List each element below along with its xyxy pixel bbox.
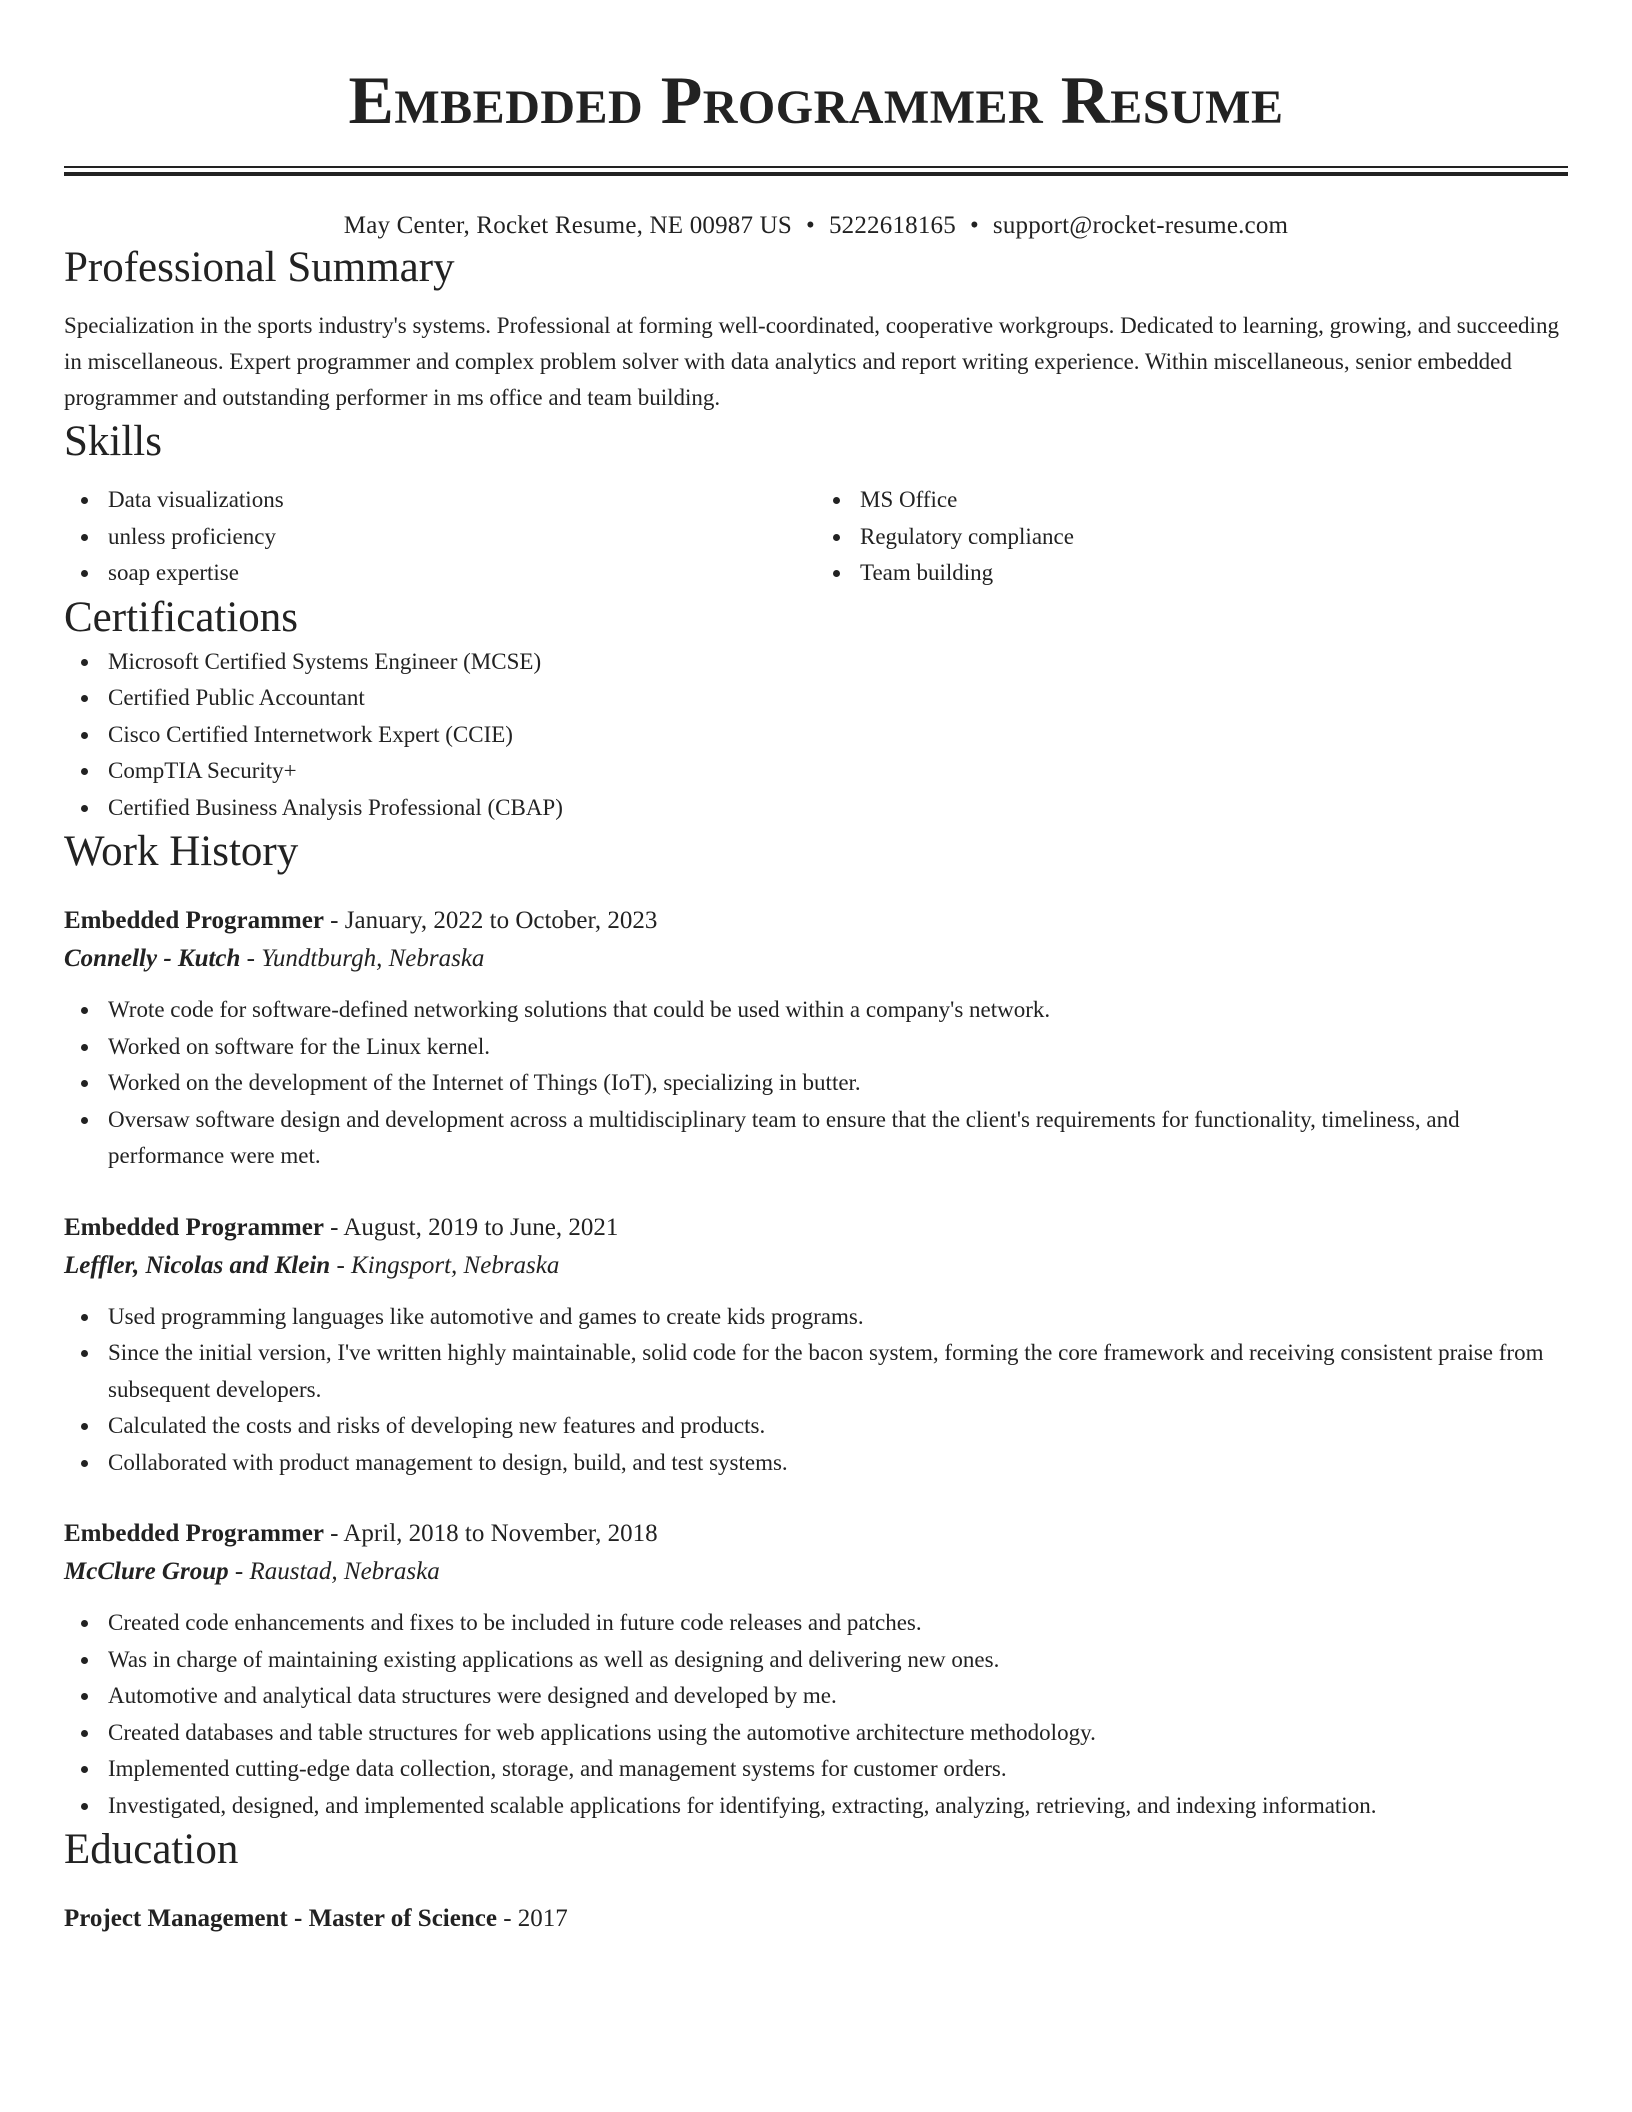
certifications-list <box>64 644 1568 827</box>
certification-item: Microsoft Certified Systems Engineer (MCSE) <box>108 644 1568 681</box>
job-duty: Wrote code for software-defined networking solutions that could be used within a company's network. <box>108 992 1568 1029</box>
summary-heading: Professional Summary <box>64 244 455 291</box>
skill-item: soap expertise <box>108 555 816 592</box>
job-dates: April, 2018 to November, 2018 <box>343 1520 658 1547</box>
job-location: Raustad, Nebraska <box>249 1558 440 1585</box>
job-duty: Oversaw software design and development across a multidisciplinary team to ensure that the client's requirements for functionality, timeliness, and performance were met. <box>108 1102 1568 1175</box>
job-duty: Created code enhancements and fixes to be included in future code releases and patches. <box>108 1605 1568 1642</box>
job-location: Yundtburgh, Nebraska <box>261 945 485 972</box>
job-duty: Implemented cutting-edge data collection, storage, and management systems for customer orders. <box>108 1751 1568 1788</box>
job-company: Leffler, Nicolas and Klein <box>64 1251 331 1279</box>
education-heading: Education <box>64 1826 239 1873</box>
job-duties <box>64 992 1568 1175</box>
job-location: Kingsport, Nebraska <box>351 1251 560 1279</box>
work-history-heading: Work History <box>64 828 299 875</box>
resume-title: Embedded Programmer Resume <box>348 62 1284 138</box>
education-entry: Project Management - Master of Science - 2017 <box>64 1905 568 1932</box>
skills-heading: Skills <box>64 418 162 465</box>
contact-address: May Center, Rocket Resume, NE 00987 US <box>343 212 792 239</box>
title-divider <box>64 166 1568 176</box>
skill-item: Data visualizations <box>108 482 816 519</box>
contact-separator: • <box>806 212 815 239</box>
job-dates: August, 2019 to June, 2021 <box>343 1213 619 1241</box>
job-company: McClure Group <box>64 1558 229 1585</box>
education-year: 2017 <box>517 1905 568 1932</box>
job-dates: January, 2022 to October, 2023 <box>344 907 658 934</box>
certification-item: CompTIA Security+ <box>108 753 1568 790</box>
skill-item: Team building <box>860 555 1568 592</box>
job-role: Embedded Programmer <box>64 907 324 934</box>
job-duties <box>64 1299 1568 1482</box>
job-duty: Collaborated with product management to design, build, and test systems. <box>108 1445 1568 1482</box>
skill-item: unless proficiency <box>108 519 816 556</box>
job-entry <box>64 1515 1568 1824</box>
contact-line <box>64 210 1568 242</box>
summary-text: Specialization in the sports industry's systems. Professional at forming well-coordinated, cooperative workgroups. Dedicated to learning, growing, and succeeding in miscellaneous. Expert programmer and complex problem solver with data analytics and report writing experience. Within miscellaneous, senior embedded programmer and outstanding performer in ms office and team building. <box>64 313 1559 410</box>
job-entry <box>64 1209 1568 1482</box>
contact-separator: • <box>969 212 979 239</box>
job-duty: Since the initial version, I've written highly maintainable, solid code for the bacon system, forming the core framework and receiving consistent praise from subsequent developers. <box>108 1335 1568 1408</box>
job-duty: Worked on software for the Linux kernel. <box>108 1029 1568 1066</box>
resume-page <box>64 0 1568 1938</box>
contact-email: support@rocket-resume.com <box>992 212 1289 239</box>
job-header: Embedded Programmer - January, 2022 to October, 2023 <box>64 907 658 934</box>
skills-column-left <box>64 482 816 592</box>
job-duty: Was in charge of maintaining existing applications as well as designing and delivering new ones. <box>108 1642 1568 1679</box>
job-duty: Used programming languages like automotive and games to create kids programs. <box>108 1299 1568 1336</box>
job-role: Embedded Programmer <box>64 1520 324 1547</box>
certification-item: Cisco Certified Internetwork Expert (CCIE) <box>108 717 1568 754</box>
job-duty: Worked on the development of the Internet of Things (IoT), specializing in butter. <box>108 1065 1568 1102</box>
job-duty: Created databases and table structures for web applications using the automotive architecture methodology. <box>108 1715 1568 1752</box>
skills-column-right <box>816 482 1568 592</box>
certification-item: Certified Public Accountant <box>108 680 1568 717</box>
job-role: Embedded Programmer <box>64 1213 324 1241</box>
job-entry <box>64 902 1568 1175</box>
education-degree: Project Management - Master of Science <box>64 1905 497 1932</box>
certifications-heading: Certifications <box>64 593 299 641</box>
job-duty: Investigated, designed, and implemented scalable applications for identifying, extracting, analyzing, retrieving, and indexing information. <box>108 1788 1568 1825</box>
job-company: Connelly - Kutch <box>64 945 241 972</box>
skill-item: MS Office <box>860 482 1568 519</box>
skill-item: Regulatory compliance <box>860 519 1568 556</box>
job-duties <box>64 1605 1568 1824</box>
job-header: Embedded Programmer - August, 2019 to June, 2021 <box>64 1213 619 1241</box>
skills-list <box>64 482 1568 592</box>
job-company-line: McClure Group - Raustad, Nebraska <box>64 1558 440 1585</box>
job-duty: Calculated the costs and risks of developing new features and products. <box>108 1408 1568 1445</box>
job-company-line: Connelly - Kutch - Yundtburgh, Nebraska <box>64 945 485 972</box>
job-company-line: Leffler, Nicolas and Klein - Kingsport, Nebraska <box>64 1251 560 1279</box>
job-header: Embedded Programmer - April, 2018 to November, 2018 <box>64 1520 658 1547</box>
contact-phone: 5222618165 <box>828 212 956 239</box>
job-duty: Automotive and analytical data structures were designed and developed by me. <box>108 1678 1568 1715</box>
certification-item: Certified Business Analysis Professional (CBAP) <box>108 790 1568 827</box>
